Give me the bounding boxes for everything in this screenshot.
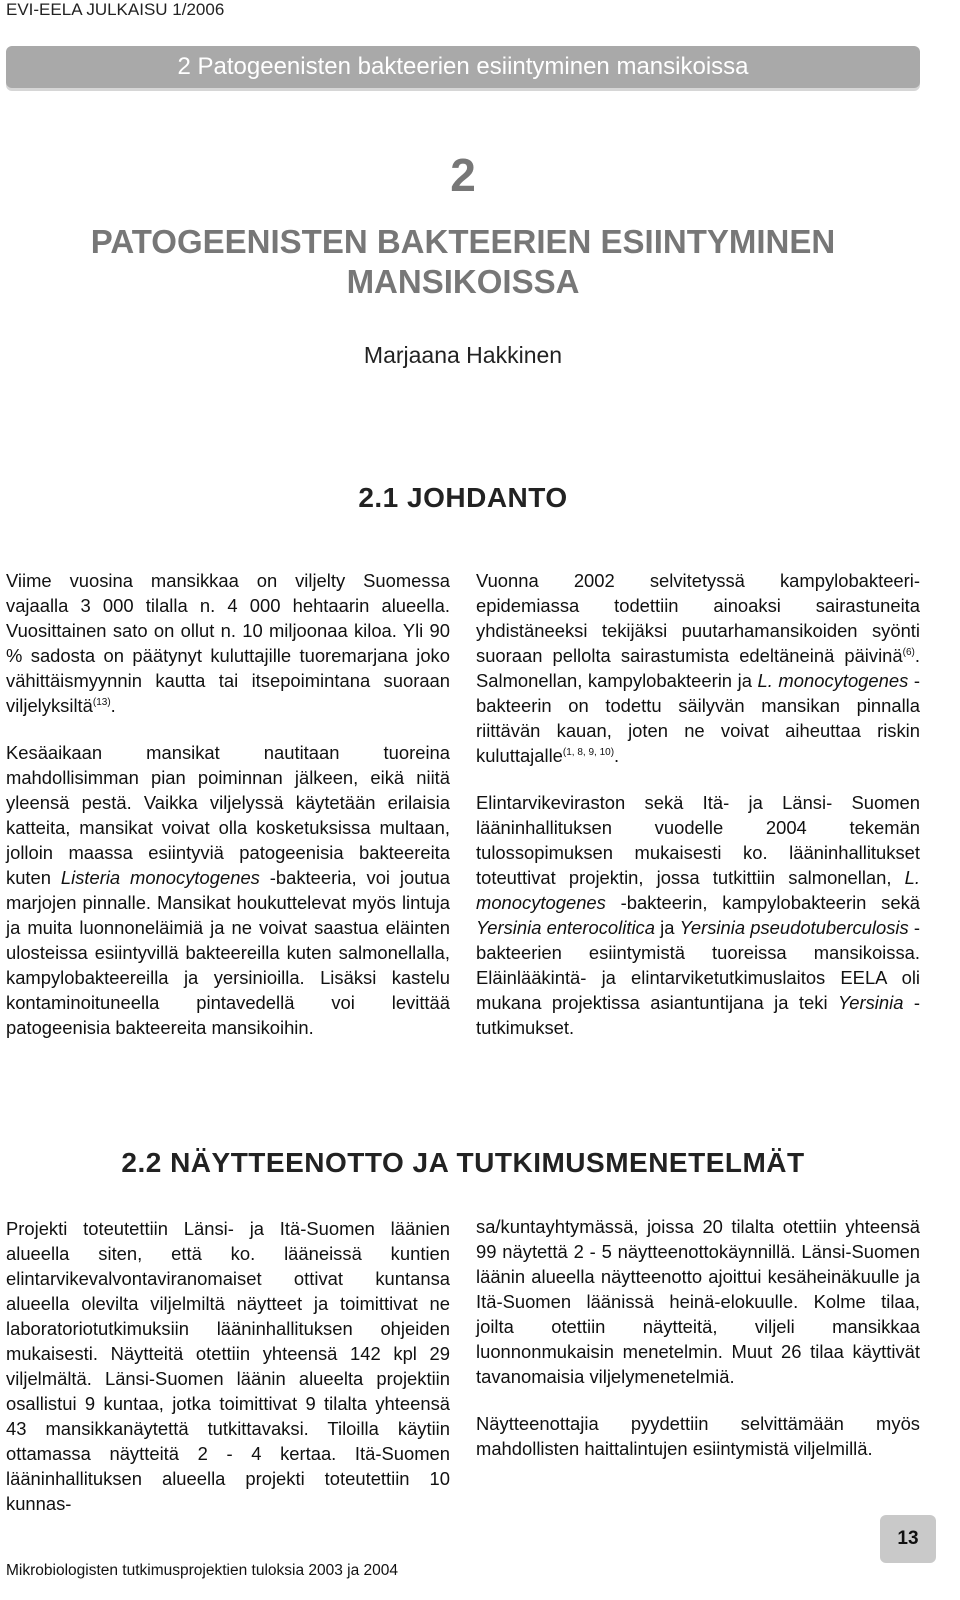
chapter-banner bbox=[6, 46, 920, 88]
paragraph: Kesäaikaan mansikat nautitaan tuoreina mahdollisimman pian poiminnan jälkeen, eikä niitä yleensä pestä. Vaikka viljelyssä käytetään erilaisia katteita, mansikat voivat olla kosketuksissa multaan, jolloin maassa esiintyviä patogeenisia bakteereita kuten Listeria monocytogenes -bakteeria, voi joutua marjojen pinnalle. Mansikat houkuttelevat myös lintuja ja muita luonnoneläimiä ja ne voivat saastua eläinten ulosteissa esiintyvillä bakteereilla kuten salmonellalla, kampylobakteereilla ja yersinioilla. Lisäksi kastelu kontaminoituneella pintavedellä voi levittää patogeenisia bakteereita mansikoihin. bbox=[6, 742, 450, 1038]
chapter-title: PATOGEENISTEN BAKTEERIEN ESIINTYMINEN MANSIKOISSA bbox=[90, 223, 836, 300]
section2-right-column bbox=[476, 1214, 920, 1483]
paragraph: Elintarvikeviraston sekä Itä- ja Länsi- Suomen lääninhallituksen vuodelle 2004 tekemän tulossopimuksen mukaisesti ko. lääninhallitukset toteuttivat projektin, jossa tutkittiin salmonellan, L. monocytogenes -bakteerin, kampylobakteerin sekä Yersinia enterocolitica ja Yersinia pseudotuberculosis -bakteerien esiintymistä tuoreissa mansikoissa. Eläinlääkintä- ja elintarviketutkimuslaitos EELA oli mukana projektissa asiantuntijana ja teki Yersinia -tutkimukset. bbox=[476, 792, 921, 1038]
chapter-banner-title: 2 Patogeenisten bakteerien esiintyminen mansikoissa bbox=[177, 53, 749, 80]
paragraph: Näytteenottajia pyydettiin selvittämään myös mahdollisten haittalintujen esiintymistä viljelmillä. bbox=[476, 1413, 920, 1459]
paragraph: sa/kuntayhtymässä, joissa 20 tilalta otettiin yhteensä 99 näytettä 2 - 5 näytteenottokäynnillä. Länsi-Suomen läänin alueella näytteenotto ajoittui kesäheinäkuulle ja Itä-Suomen läänissä heinä-elokuulle. Kolme tilaa, joilta otettiin näytteitä, viljeli mansikkaa luonnonmukaisin menetelmin. Muut 26 tilaa käyttivät tavanomaisia viljelymenetelmiä. bbox=[476, 1216, 920, 1387]
paragraph: Viime vuosina mansikkaa on viljelty Suomessa vajaalla 3 000 tilalla n. 4 000 hehtaarin alueella. Vuosittainen sato on ollut n. 10 miljoonaa kiloa. Yli 90 % sadosta on päätynyt kuluttajille tuoremarjana joko vähittäismyynnin kautta tai itsepoimintana suoraan viljelyksiltä$^{(13)}$. bbox=[6, 570, 450, 716]
citation: (6) bbox=[902, 646, 915, 658]
paragraph: Projekti toteutettiin Länsi- ja Itä-Suomen läänien alueella siten, että ko. lääneissä kuntien elintarvikevalvontaviranomaiset ottivat kuntansa alueella olevilta viljelmiltä näytteet ja toimittivat ne laboratoriotutkimuksiin lääninhallituksen ohjeiden mukaisesti. Näytteitä otettiin yhteensä 142 kpl 29 viljelmältä. Länsi-Suomen läänin alueelta projektiin osallistui 9 kuntaa, jotka toimittivat 9 tilalta yhteensä 43 mansikkanäytettä tutkittavaksi. Tiloilla käytiin ottamassa näytteitä 2 - 4 kertaa. Itä-Suomen lääninhallituksen alueella projekti toteutettiin 10 kunnas- bbox=[6, 1218, 450, 1514]
section-heading-naytteenotto: 2.2 NÄYTTEENOTTO JA TUTKIMUSMENETELMÄT bbox=[121, 1147, 805, 1178]
citation: (1, 8, 9, 10) bbox=[562, 746, 615, 758]
chapter-number: 2 bbox=[450, 149, 476, 201]
section2-left-column bbox=[6, 1216, 450, 1538]
footer-publication-title: Mikrobiologisten tutkimusprojektien tuloksia 2003 ja 2004 bbox=[6, 1562, 399, 1579]
page-number: 13 bbox=[880, 1515, 936, 1563]
section1-right-column bbox=[476, 568, 920, 1062]
section-heading-johdanto: 2.1 JOHDANTO bbox=[358, 482, 568, 513]
paragraph: Vuonna 2002 selvitetyssä kampylobakteeri-epidemiassa todettiin ainoaksi sairastuneita yhdistäneeksi tekijäksi puutarhamansikoiden syönti suoraan pellolta sairastumista edeltäneinä päivinä$^{(6)}$. Salmonellan, kampylobakteerin ja L. monocytogenes -bakteerin on todettu säilyvän mansikan pinnalla riittävän kauan, joten ne voivat aiheuttaa riskin kuluttajalle$^{(1, 8, 9, 10)}$. bbox=[476, 570, 920, 766]
running-head: EVI-EELA JULKAISU 1/2006 bbox=[6, 0, 225, 19]
author-name: Marjaana Hakkinen bbox=[363, 342, 563, 368]
citation: (13) bbox=[92, 696, 111, 708]
section1-left-column bbox=[6, 568, 450, 1062]
